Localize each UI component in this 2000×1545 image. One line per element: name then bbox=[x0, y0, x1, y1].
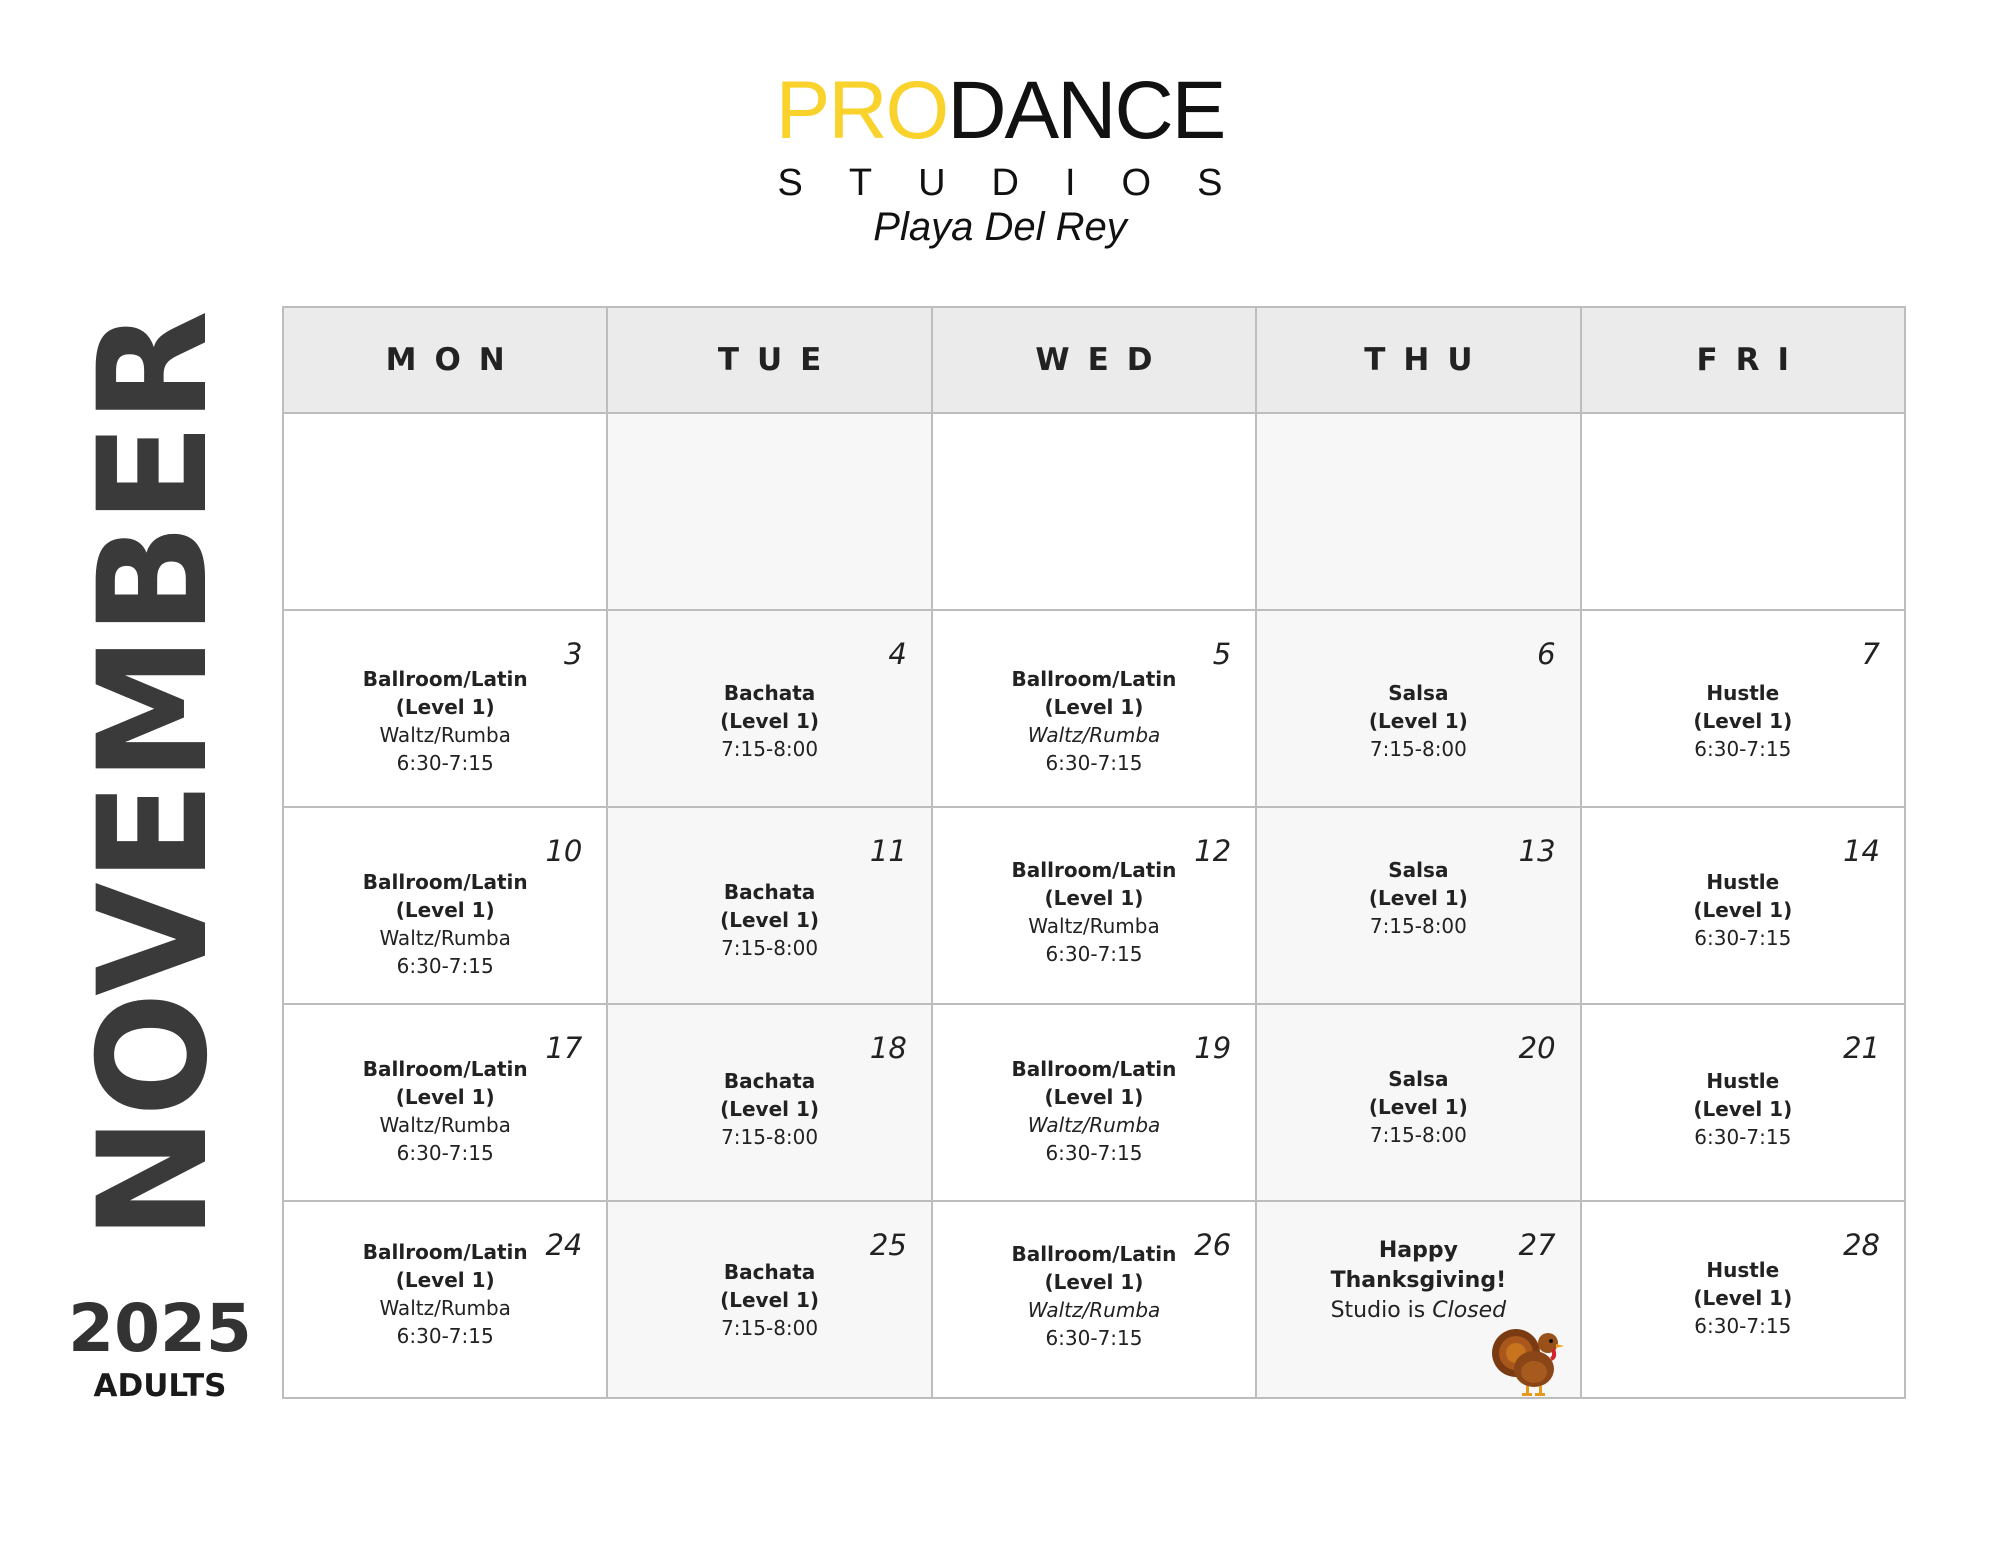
class-level: (Level 1) bbox=[395, 898, 495, 922]
class-name: Ballroom/Latin bbox=[1011, 1057, 1177, 1081]
day-number: 12 bbox=[1194, 834, 1232, 868]
day-number: 4 bbox=[888, 637, 907, 671]
month-text: NOVEMBER bbox=[67, 310, 241, 1240]
studio-logo bbox=[0, 65, 2000, 250]
day-number: 10 bbox=[545, 834, 583, 868]
class-level: (Level 1) bbox=[1044, 886, 1144, 910]
calendar-week bbox=[283, 1201, 1905, 1398]
class-event bbox=[1257, 856, 1579, 940]
day-number: 5 bbox=[1212, 637, 1232, 671]
calendar-day-cell bbox=[1256, 1004, 1580, 1201]
calendar-day-cell bbox=[1256, 413, 1580, 610]
logo-wordmark bbox=[0, 65, 2000, 156]
weekday-header: TUE bbox=[607, 307, 931, 413]
class-event bbox=[608, 679, 930, 763]
class-name: Salsa bbox=[1388, 681, 1449, 705]
class-time: 6:30-7:15 bbox=[396, 1324, 494, 1348]
holiday-event bbox=[1257, 1236, 1579, 1326]
class-name: Hustle bbox=[1706, 870, 1780, 894]
class-event bbox=[1582, 1067, 1904, 1151]
calendar-week bbox=[283, 413, 1905, 610]
calendar-day-cell bbox=[1256, 1201, 1580, 1398]
day-number: 6 bbox=[1537, 637, 1556, 671]
class-style: Waltz/Rumba bbox=[1028, 914, 1160, 938]
weekday-header: MON bbox=[283, 307, 607, 413]
calendar-week bbox=[283, 610, 1905, 807]
weekday-header: THU bbox=[1256, 307, 1580, 413]
holiday-title-line1: Happy bbox=[1378, 1238, 1458, 1263]
class-style: Waltz/Rumba bbox=[379, 926, 511, 950]
class-time: 7:15-8:00 bbox=[721, 936, 819, 960]
class-name: Bachata bbox=[723, 1260, 816, 1284]
class-time: 7:15-8:00 bbox=[1369, 914, 1467, 938]
class-time: 6:30-7:15 bbox=[1045, 942, 1143, 966]
calendar-day-cell bbox=[932, 1201, 1256, 1398]
class-style: Waltz/Rumba bbox=[1027, 1113, 1161, 1137]
calendar-day-cell bbox=[607, 1201, 931, 1398]
class-level: (Level 1) bbox=[720, 1288, 820, 1312]
calendar-day-cell bbox=[283, 807, 607, 1004]
class-name: Ballroom/Latin bbox=[362, 1057, 528, 1081]
class-event bbox=[1582, 868, 1904, 952]
class-time: 6:30-7:15 bbox=[396, 954, 494, 978]
class-event bbox=[608, 1067, 930, 1151]
class-name: Hustle bbox=[1706, 1069, 1780, 1093]
class-name: Ballroom/Latin bbox=[1011, 858, 1177, 882]
calendar-day-cell bbox=[1581, 610, 1905, 807]
class-level: (Level 1) bbox=[1368, 886, 1468, 910]
class-event bbox=[933, 665, 1255, 777]
class-level: (Level 1) bbox=[1368, 1095, 1468, 1119]
class-time: 6:30-7:15 bbox=[1045, 1141, 1143, 1165]
holiday-note-prefix: Studio is bbox=[1330, 1298, 1426, 1323]
class-name: Salsa bbox=[1388, 1067, 1449, 1091]
class-time: 6:30-7:15 bbox=[396, 1141, 494, 1165]
class-style: Waltz/Rumba bbox=[1027, 1298, 1161, 1322]
calendar-day-cell bbox=[932, 1004, 1256, 1201]
class-name: Salsa bbox=[1388, 858, 1449, 882]
class-level: (Level 1) bbox=[1044, 1085, 1144, 1109]
class-event bbox=[1257, 679, 1579, 763]
class-time: 6:30-7:15 bbox=[396, 751, 494, 775]
class-level: (Level 1) bbox=[1693, 709, 1793, 733]
day-number: 26 bbox=[1194, 1228, 1232, 1262]
class-time: 6:30-7:15 bbox=[1694, 1314, 1792, 1338]
logo-studios: STUDIOS bbox=[777, 162, 1269, 204]
year-label: 2025 bbox=[68, 1290, 252, 1367]
class-event bbox=[933, 856, 1255, 968]
class-level: (Level 1) bbox=[1693, 898, 1793, 922]
class-event bbox=[608, 878, 930, 962]
class-level: (Level 1) bbox=[395, 695, 495, 719]
calendar-day-cell bbox=[1581, 807, 1905, 1004]
calendar-day-cell bbox=[1581, 1004, 1905, 1201]
class-time: 6:30-7:15 bbox=[1045, 1326, 1143, 1350]
logo-location: Playa Del Rey bbox=[873, 205, 1127, 249]
logo-dance: DANCE bbox=[947, 65, 1225, 156]
class-event bbox=[608, 1258, 930, 1342]
calendar-day-cell bbox=[1581, 1201, 1905, 1398]
class-event bbox=[1257, 1065, 1579, 1149]
class-event bbox=[284, 1238, 606, 1350]
class-name: Ballroom/Latin bbox=[1011, 1242, 1177, 1266]
day-number: 21 bbox=[1843, 1031, 1880, 1065]
weekday-header: FRI bbox=[1581, 307, 1905, 413]
class-style: Waltz/Rumba bbox=[1027, 723, 1161, 747]
holiday-note-closed: Closed bbox=[1432, 1298, 1507, 1323]
month-title bbox=[45, 310, 245, 1240]
class-time: 6:30-7:15 bbox=[1694, 926, 1792, 950]
audience-label: ADULTS bbox=[93, 1368, 227, 1404]
calendar-grid bbox=[282, 306, 1906, 1399]
calendar-day-cell bbox=[607, 807, 931, 1004]
class-name: Ballroom/Latin bbox=[362, 667, 528, 691]
class-time: 6:30-7:15 bbox=[1694, 737, 1792, 761]
calendar-day-cell bbox=[1256, 807, 1580, 1004]
class-style: Waltz/Rumba bbox=[379, 723, 511, 747]
class-event bbox=[933, 1240, 1255, 1352]
class-name: Hustle bbox=[1706, 681, 1780, 705]
calendar-week bbox=[283, 1004, 1905, 1201]
day-number: 14 bbox=[1843, 834, 1880, 868]
class-name: Bachata bbox=[723, 1069, 816, 1093]
class-level: (Level 1) bbox=[1693, 1286, 1793, 1310]
day-number: 17 bbox=[545, 1031, 583, 1065]
calendar-day-cell bbox=[283, 1004, 607, 1201]
day-number: 25 bbox=[869, 1228, 907, 1262]
day-number: 19 bbox=[1194, 1031, 1232, 1065]
calendar-day-cell bbox=[607, 413, 931, 610]
class-style: Waltz/Rumba bbox=[379, 1296, 511, 1320]
calendar-day-cell bbox=[932, 610, 1256, 807]
day-number: 13 bbox=[1518, 834, 1556, 868]
day-number: 3 bbox=[563, 637, 583, 671]
calendar-day-cell bbox=[283, 413, 607, 610]
day-number: 27 bbox=[1518, 1228, 1556, 1262]
calendar-day-cell bbox=[283, 1201, 607, 1398]
class-name: Bachata bbox=[723, 681, 816, 705]
class-name: Hustle bbox=[1706, 1258, 1780, 1282]
weekday-header: WED bbox=[932, 307, 1256, 413]
class-name: Ballroom/Latin bbox=[362, 1240, 528, 1264]
calendar-day-cell bbox=[283, 610, 607, 807]
class-event bbox=[284, 1055, 606, 1167]
holiday-title-line2: Thanksgiving! bbox=[1330, 1268, 1507, 1293]
class-level: (Level 1) bbox=[1044, 695, 1144, 719]
calendar-week bbox=[283, 807, 1905, 1004]
calendar-day-cell bbox=[607, 1004, 931, 1201]
class-time: 7:15-8:00 bbox=[721, 1316, 819, 1340]
class-time: 7:15-8:00 bbox=[721, 1125, 819, 1149]
class-level: (Level 1) bbox=[1044, 1270, 1144, 1294]
calendar-day-cell bbox=[1581, 413, 1905, 610]
class-name: Ballroom/Latin bbox=[362, 870, 528, 894]
class-event bbox=[1582, 1256, 1904, 1340]
class-time: 7:15-8:00 bbox=[1369, 737, 1467, 761]
class-level: (Level 1) bbox=[395, 1085, 495, 1109]
class-name: Bachata bbox=[723, 880, 816, 904]
day-number: 28 bbox=[1843, 1228, 1880, 1262]
class-time: 7:15-8:00 bbox=[1369, 1123, 1467, 1147]
class-time: 6:30-7:15 bbox=[1694, 1125, 1792, 1149]
class-level: (Level 1) bbox=[720, 908, 820, 932]
class-level: (Level 1) bbox=[720, 1097, 820, 1121]
calendar-day-cell bbox=[932, 413, 1256, 610]
calendar-day-cell bbox=[932, 807, 1256, 1004]
day-number: 18 bbox=[869, 1031, 907, 1065]
class-time: 7:15-8:00 bbox=[721, 737, 819, 761]
class-level: (Level 1) bbox=[395, 1268, 495, 1292]
class-event bbox=[284, 665, 606, 777]
turkey-icon bbox=[1490, 1315, 1570, 1397]
class-event bbox=[933, 1055, 1255, 1167]
class-name: Ballroom/Latin bbox=[1011, 667, 1177, 691]
class-level: (Level 1) bbox=[720, 709, 820, 733]
weekday-header-row bbox=[283, 307, 1905, 413]
class-event bbox=[284, 868, 606, 980]
day-number: 24 bbox=[545, 1228, 583, 1262]
day-number: 20 bbox=[1518, 1031, 1556, 1065]
calendar-day-cell bbox=[1256, 610, 1580, 807]
class-event bbox=[1582, 679, 1904, 763]
class-time: 6:30-7:15 bbox=[1045, 751, 1143, 775]
calendar-day-cell bbox=[607, 610, 931, 807]
day-number: 7 bbox=[1861, 637, 1880, 671]
class-level: (Level 1) bbox=[1693, 1097, 1793, 1121]
logo-pro: PRO bbox=[775, 65, 948, 156]
class-level: (Level 1) bbox=[1368, 709, 1468, 733]
class-style: Waltz/Rumba bbox=[379, 1113, 511, 1137]
day-number: 11 bbox=[869, 834, 907, 868]
